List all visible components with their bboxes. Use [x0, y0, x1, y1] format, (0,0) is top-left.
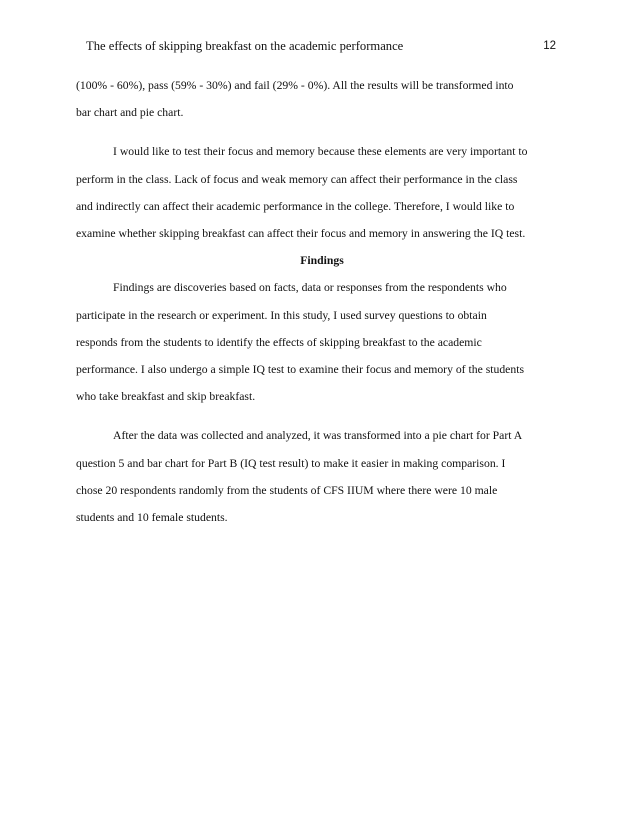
text-line: responds from the students to identify the effects of skipping breakfast to the academic [76, 335, 482, 349]
text-line: I would like to test their focus and memory because these elements are very important to [113, 145, 528, 159]
text-line: bar chart and pie chart. [76, 106, 184, 120]
text-line: chose 20 respondents randomly from the students of CFS IIUM where there were 10 male [76, 483, 498, 497]
section-heading-findings: Findings [300, 254, 344, 268]
text-line: who take breakfast and skip breakfast. [76, 390, 256, 404]
running-header [86, 36, 556, 56]
text-line: and indirectly can affect their academic performance in the college. Therefore, I would like to [76, 199, 515, 213]
paragraph-grading-scale [76, 72, 568, 126]
text-line: question 5 and bar chart for Part B (IQ test result) to make it easier in making comparison. I [76, 456, 506, 470]
text-line: (100% - 60%), pass (59% - 30%) and fail (29% - 0%). All the results will be transformed into [76, 79, 514, 92]
paragraph-data-collection [76, 422, 568, 531]
text-line: participate in the research or experiment. In this study, I used survey questions to obtain [76, 308, 487, 322]
text-line: Findings are discoveries based on facts, data or responses from the respondents who [113, 281, 507, 295]
paragraph-findings [76, 274, 568, 410]
body-text [76, 72, 568, 531]
text-line: perform in the class. Lack of focus and weak memory can affect their performance in the class [76, 172, 518, 186]
text-line: performance. I also undergo a simple IQ test to examine their focus and memory of the students [76, 363, 524, 377]
text-line: students and 10 female students. [76, 511, 228, 525]
paragraph-focus-memory [76, 138, 568, 247]
page-number: 12 [543, 40, 556, 52]
text-line: After the data was collected and analyzed, it was transformed into a pie chart for Part A [113, 429, 523, 443]
header-title: The effects of skipping breakfast on the academic performance [86, 39, 404, 53]
text-line: examine whether skipping breakfast can affect their focus and memory in answering the IQ test. [76, 227, 526, 241]
